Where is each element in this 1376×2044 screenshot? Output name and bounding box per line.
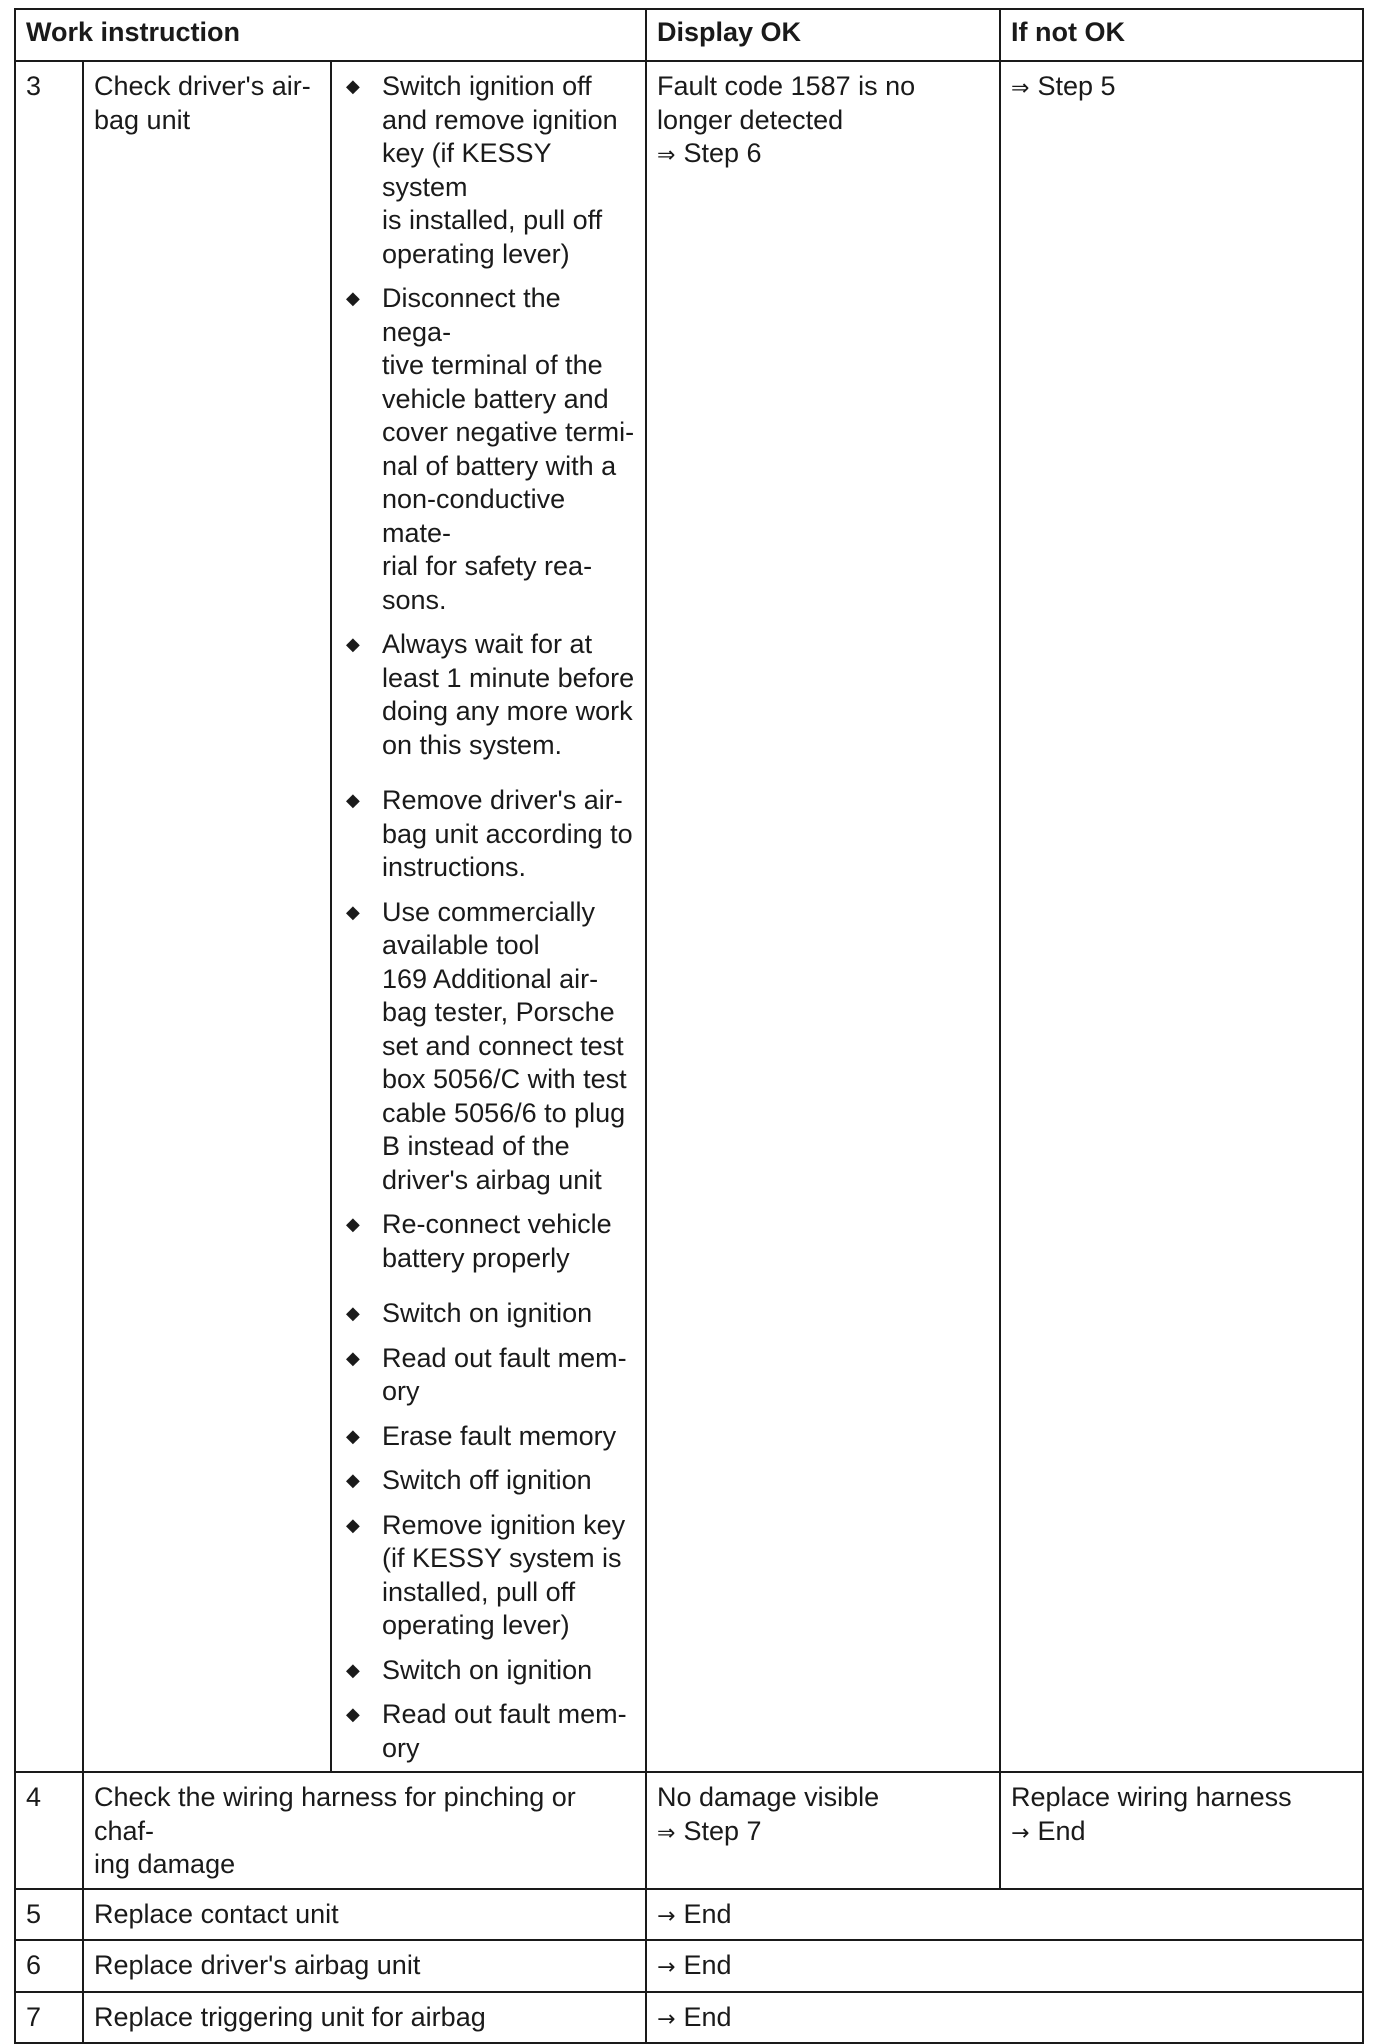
substep-line: bag tester, Porsche <box>382 997 615 1027</box>
substep-line: key (if KESSY system <box>382 138 552 202</box>
substep-item <box>342 1509 635 1643</box>
result-cell <box>646 1992 1363 2044</box>
diamond-bullet-icon: ◆ <box>346 76 360 96</box>
display-ok-target: Step 6 <box>683 138 762 168</box>
substep-line: cable 5056/6 to plug <box>382 1097 626 1128</box>
substep-item <box>342 628 635 762</box>
display-ok-line <box>657 137 989 173</box>
diamond-bullet-icon: ◆ <box>346 1303 360 1323</box>
substep-line: cover negative termi- <box>382 417 635 447</box>
if-not-ok-cell <box>1000 1772 1363 1889</box>
double-arrow-icon: ⇒ <box>657 1820 676 1846</box>
diamond-bullet-icon: ◆ <box>346 1470 360 1490</box>
header-display-ok: Display OK <box>646 9 1000 61</box>
substep-line: ory <box>382 1376 420 1406</box>
substep-item <box>342 1420 635 1454</box>
if-not-ok-cell <box>1000 61 1363 1772</box>
substep-item <box>342 1342 635 1409</box>
step-number: 7 <box>15 1992 83 2044</box>
header-row <box>15 9 1363 61</box>
display-ok-line <box>657 1815 989 1851</box>
work-instruction-table <box>14 8 1364 2044</box>
substep-line: driver's airbag unit <box>382 1164 602 1195</box>
substep-item <box>342 282 635 617</box>
diamond-bullet-icon: ◆ <box>346 1425 360 1446</box>
not-ok-line <box>1011 1815 1352 1851</box>
step-number: 3 <box>15 61 83 1772</box>
table-row-step-5 <box>15 1889 1363 1941</box>
display-ok-target: Step 7 <box>683 1815 762 1846</box>
diamond-bullet-icon: ◆ <box>346 1514 360 1535</box>
substep-line: vehicle battery and <box>382 383 609 414</box>
substep-line: (if KESSY system is <box>382 1543 622 1573</box>
substep-line: Read out fault mem- <box>382 1342 627 1373</box>
substep-line: battery properly <box>382 1242 570 1273</box>
step-title: Replace contact unit <box>83 1889 646 1941</box>
diamond-bullet-icon: ◆ <box>346 1659 360 1680</box>
arrow-right-icon: → <box>657 2006 676 2032</box>
not-ok-line <box>1011 70 1352 106</box>
header-work-instruction: Work instruction <box>15 9 646 61</box>
result-cell <box>646 1889 1363 1941</box>
result-text: End <box>683 1898 732 1929</box>
substep-item <box>342 1208 635 1275</box>
substep-line: Switch ignition off <box>382 71 592 101</box>
double-arrow-icon: ⇒ <box>1011 76 1030 101</box>
step-title <box>83 1772 646 1889</box>
substep-line: Disconnect the nega- <box>382 283 561 347</box>
result-text: End <box>683 1950 732 1980</box>
display-ok-line: longer detected <box>657 104 844 135</box>
substep-line: sons. <box>382 584 447 615</box>
substep-item <box>342 784 635 885</box>
arrow-right-icon: → <box>1011 1820 1030 1846</box>
diamond-bullet-icon: ◆ <box>346 634 360 654</box>
step-title <box>83 61 331 1772</box>
not-ok-target: End <box>1037 1815 1086 1846</box>
substep-line: instructions. <box>382 852 527 882</box>
substep-line: Remove driver's air- <box>382 785 623 815</box>
substep-line: bag unit according to <box>382 818 633 849</box>
table-row-step-6 <box>15 1940 1363 1992</box>
substep-item <box>342 70 635 271</box>
substep-line: available tool <box>382 930 540 960</box>
display-ok-cell <box>646 1772 1000 1889</box>
step-title: Replace driver's airbag unit <box>83 1940 646 1992</box>
substep-line: box 5056/C with test <box>382 1064 627 1094</box>
diamond-bullet-icon: ◆ <box>346 1214 360 1234</box>
substep-line: non-conductive mate- <box>382 484 566 548</box>
substep-line: rial for safety rea- <box>382 551 593 581</box>
display-ok-line: No damage visible <box>657 1782 880 1812</box>
step-number: 5 <box>15 1889 83 1941</box>
step-number: 6 <box>15 1940 83 1992</box>
table-row-step-7 <box>15 1992 1363 2044</box>
substep-line: B instead of the <box>382 1131 570 1161</box>
result-text: End <box>683 2001 732 2032</box>
substep-item <box>342 1654 635 1688</box>
diamond-bullet-icon: ◆ <box>346 1704 360 1724</box>
step-title-line: bag unit <box>94 104 191 135</box>
substep-line: nal of battery with a <box>382 450 617 481</box>
substep-item <box>342 1464 635 1498</box>
substep-line: operating lever) <box>382 1610 570 1640</box>
step-substeps <box>331 61 646 1772</box>
display-ok-cell <box>646 61 1000 1772</box>
result-cell <box>646 1940 1363 1992</box>
step-number: 4 <box>15 1772 83 1889</box>
arrow-right-icon: → <box>657 1903 676 1929</box>
diamond-bullet-icon: ◆ <box>346 790 360 810</box>
substep-line: tive terminal of the <box>382 350 603 380</box>
substep-list <box>342 70 635 1765</box>
substep-line: Always wait for at <box>382 629 593 659</box>
substep-line: on this system. <box>382 729 563 760</box>
step-title-line: Check driver's air- <box>94 71 311 101</box>
not-ok-target: Step 5 <box>1037 71 1116 101</box>
diamond-bullet-icon: ◆ <box>346 901 360 922</box>
substep-item <box>342 1297 635 1331</box>
diamond-bullet-icon: ◆ <box>346 288 360 308</box>
substep-line: ory <box>382 1732 420 1763</box>
substep-line: Switch on ignition <box>382 1654 593 1685</box>
substep-line: installed, pull off <box>382 1576 576 1607</box>
substep-line: least 1 minute before <box>382 662 635 693</box>
substep-line: set and connect test <box>382 1030 624 1061</box>
substep-item <box>342 896 635 1198</box>
substep-line: 169 Additional air- <box>382 963 599 994</box>
substep-line: Use commercially <box>382 896 596 927</box>
substep-line: Switch on ignition <box>382 1298 593 1328</box>
substep-line: is installed, pull off <box>382 205 603 235</box>
substep-item <box>342 1698 635 1765</box>
diamond-bullet-icon: ◆ <box>346 1347 360 1368</box>
header-if-not-ok: If not OK <box>1000 9 1363 61</box>
substep-line: doing any more work <box>382 696 633 726</box>
substep-line: Re-connect vehicle <box>382 1209 612 1239</box>
step-title-line: ing damage <box>94 1849 236 1879</box>
step-title: Replace triggering unit for airbag <box>83 1992 646 2044</box>
substep-line: Remove ignition key <box>382 1509 626 1540</box>
double-arrow-icon: ⇒ <box>657 143 676 168</box>
substep-line: Read out fault mem- <box>382 1699 627 1729</box>
substep-line: Switch off ignition <box>382 1465 592 1495</box>
arrow-right-icon: → <box>657 1955 676 1980</box>
display-ok-line: Fault code 1587 is no <box>657 71 916 101</box>
substep-line: operating lever) <box>382 238 570 269</box>
not-ok-line: Replace wiring harness <box>1011 1782 1292 1812</box>
table-row-step-3 <box>15 61 1363 1772</box>
step-title-line: Check the wiring harness for pinching or chaf- <box>94 1782 576 1846</box>
substep-line: and remove ignition <box>382 104 618 135</box>
table-row-step-4 <box>15 1772 1363 1889</box>
substep-line: Erase fault memory <box>382 1420 617 1451</box>
